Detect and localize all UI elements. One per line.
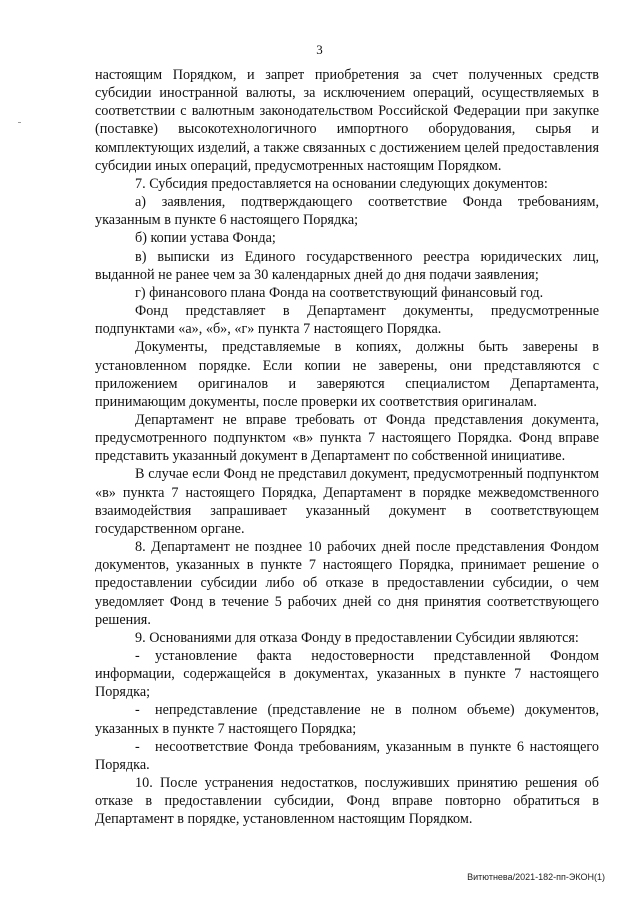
paragraph-item-9: 9. Основаниями для отказа Фонду в предоставлении Субсидии являются: xyxy=(135,629,579,646)
paragraph: Департамент не вправе требовать от Фонда представления документа, предусмотренного подпунктом «в» пункта 7 настоящего Порядка. Фонд вправе представить указанный документ в Департамент по собственной инициативе. xyxy=(95,411,599,465)
paragraph-subitem-b: б) копии устава Фонда; xyxy=(135,230,276,247)
paragraph-subitem-a: а) заявления, подтверждающего соответствие Фонда требованиям, указанным в пункте 6 настоящего Порядка; xyxy=(95,194,599,229)
dash-marker: - xyxy=(135,648,140,664)
paragraph-continuation: настоящим Порядком, и запрет приобретения за счет полученных средств субсидии иностранной валюты, за исключением операций, осуществляемых в соответствии с валютным законодательством Российской Федерации при закупке (поставке) высокотехнологичного импортного оборудования, сырья и комплектующих изделий, а также связанных с достижением целей предоставления субсидии иных операций, предусмотренных настоящим Порядком. xyxy=(95,67,599,174)
dash-marker: - xyxy=(135,738,140,755)
document-footer-code: Витютнева/2021-182-пп-ЭКОН(1) xyxy=(467,872,605,882)
list-item xyxy=(95,701,599,737)
list-item-text: непредставление (представление не в полном объеме) документов, указанных в пункте 7 настоящего Порядка; xyxy=(95,702,599,737)
list-item-text: установление факта недостоверности представленной Фондом информации, содержащейся в документах, указанных в пункте 7 настоящего Порядка; xyxy=(95,648,599,701)
paragraph: Фонд представляет в Департамент документы, предусмотренные подпунктами «а», «б», «г» пункта 7 настоящего Порядка. xyxy=(95,303,599,338)
page-number: 3 xyxy=(316,42,323,57)
list-item-text: несоответствие Фонда требованиям, указанным в пункте 6 настоящего Порядка. xyxy=(95,738,599,773)
dash-marker: - xyxy=(135,702,140,719)
paragraph-subitem-g: г) финансового плана Фонда на соответствующий финансовый год. xyxy=(135,284,544,301)
list-item xyxy=(95,738,599,774)
paragraph-item-10: 10. После устранения недостатков, послуживших принятию решения об отказе в предоставлении субсидии, Фонд вправе повторно обратиться в Департамент в порядке, установленном настоящим Порядком. xyxy=(95,775,599,828)
document-body xyxy=(95,66,599,829)
margin-mark xyxy=(18,122,21,123)
paragraph: Документы, представляемые в копиях, должны быть заверены в установленном порядке. Если копии не заверены, они представляются с приложением оригиналов и заверяются специалистом Департамента, принимающим документы, после проверки их соответствия оригиналам. xyxy=(95,339,599,410)
paragraph-item-7: 7. Субсидия предоставляется на основании следующих документов: xyxy=(135,175,548,192)
list-item xyxy=(95,647,599,701)
paragraph-subitem-v: в) выписки из Единого государственного реестра юридических лиц, выданной не ранее чем за 30 календарных дней до дня подачи заявления; xyxy=(95,248,599,283)
paragraph: В случае если Фонд не представил документ, предусмотренный подпунктом «в» пункта 7 настоящего Порядка, Департамент в порядке межведомственного взаимодействия запрашивает указанный документ в соответствующем государственном органе. xyxy=(95,466,599,537)
paragraph-item-8: 8. Департамент не позднее 10 рабочих дней после представления Фондом документов, указанных в пункте 7 настоящего Порядка, принимает решение о предоставлении субсидии либо об отказе в предоставлении субсидии, о чем уведомляет Фонд в течение 5 рабочих дней со дня принятия соответствующего решения. xyxy=(95,539,599,628)
